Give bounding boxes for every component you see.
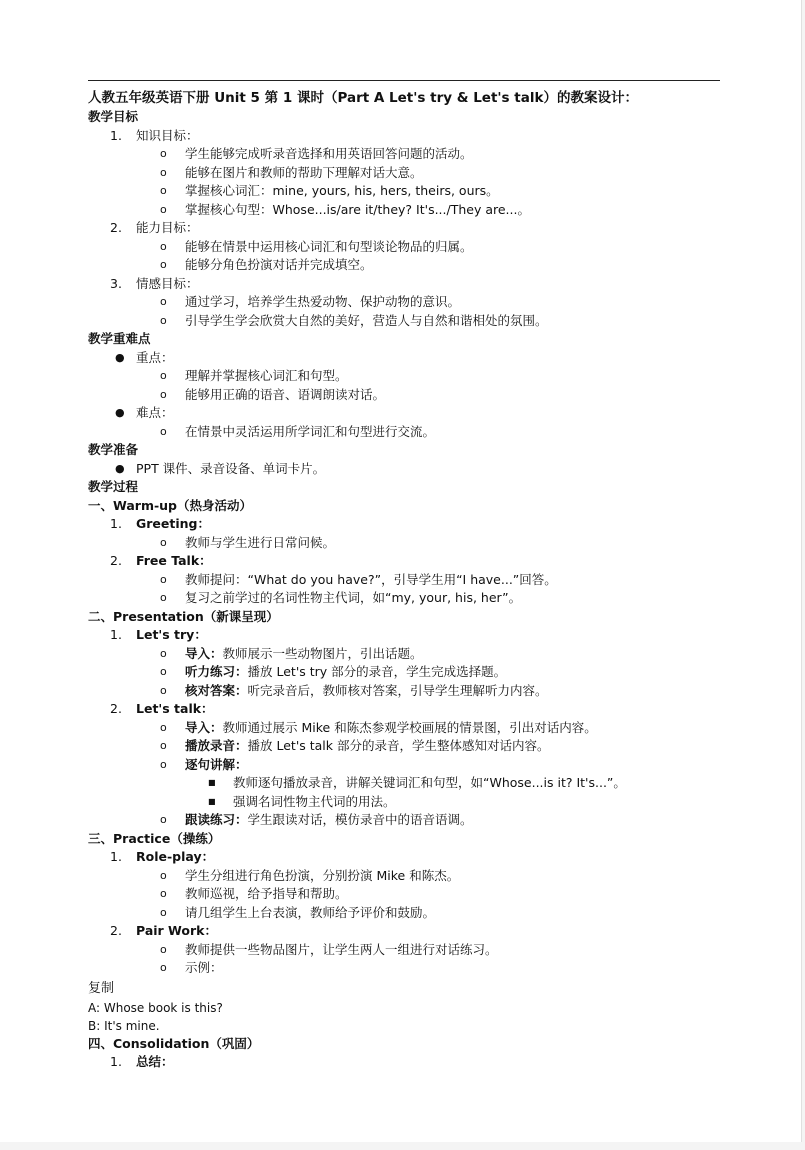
circle-bullet-icon: o	[160, 665, 167, 678]
dialog-line: A: Whose book is this?	[88, 1000, 223, 1015]
document-body	[88, 88, 728, 1072]
list-item	[88, 256, 728, 275]
disc-bullet-icon: ●	[115, 406, 125, 419]
list-item	[88, 682, 728, 701]
list-bold-label: 导入：	[185, 719, 223, 735]
circle-bullet-icon: o	[160, 572, 167, 586]
dialog-line: B: It's mine.	[88, 1018, 160, 1033]
list-item	[88, 1053, 728, 1072]
circle-bullet-icon: o	[160, 535, 167, 549]
section-heading-process: 教学过程	[88, 479, 139, 494]
list-item	[88, 589, 728, 608]
list-item	[88, 552, 728, 571]
circle-bullet-icon: o	[160, 757, 167, 771]
list-item	[88, 404, 728, 423]
list-item	[88, 312, 728, 331]
list-label: Pair Work：	[136, 923, 217, 938]
list-bold-label: 听力练习：	[185, 664, 248, 679]
list-text: 能够在图片和教师的帮助下理解对话大意。	[185, 164, 423, 180]
list-bold-label: 核对答案：	[185, 682, 248, 698]
circle-bullet-icon: o	[160, 239, 167, 253]
list-item	[88, 645, 728, 664]
list-item	[88, 201, 728, 220]
square-bullet-icon: ■	[208, 796, 216, 806]
list-item	[88, 848, 728, 867]
list-item	[88, 737, 728, 756]
list-item	[88, 904, 728, 923]
list-item	[88, 663, 728, 682]
list-bold-label: 播放录音：	[185, 738, 248, 753]
circle-bullet-icon: o	[160, 868, 167, 882]
list-text: 能够在情景中运用核心词汇和句型谈论物品的归属。	[185, 238, 473, 254]
list-item	[88, 127, 728, 146]
list-text: 学生能够完成听录音选择和用英语回答问题的活动。	[185, 146, 473, 161]
circle-bullet-icon: o	[160, 165, 167, 179]
header-rule	[88, 80, 720, 81]
list-text: 能够分角色扮演对话并完成填空。	[185, 257, 373, 272]
section-heading-key-points: 教学重难点	[88, 331, 151, 346]
list-item	[88, 182, 728, 201]
list-label: Role-play：	[136, 849, 215, 864]
list-item	[88, 793, 728, 812]
list-text: PPT 课件、录音设备、单词卡片。	[136, 460, 326, 476]
list-text: 能够用正确的语音、语调朗读对话。	[185, 386, 386, 402]
phase-heading: 三、Practice（操练）	[88, 830, 221, 846]
list-text: 引导学生学会欣赏大自然的美好，营造人与自然和谐相处的氛围。	[185, 312, 548, 328]
list-number: 3.	[110, 275, 122, 291]
list-text: 在情景中灵活运用所学词汇和句型进行交流。	[185, 423, 436, 439]
list-item	[88, 700, 728, 719]
list-number: 2.	[110, 923, 122, 938]
list-text: 听完录音后，教师核对答案，引导学生理解听力内容。	[247, 682, 548, 698]
circle-bullet-icon: o	[160, 313, 167, 327]
list-item	[88, 145, 728, 164]
list-item	[88, 515, 728, 534]
list-text: 掌握核心词汇：mine, yours, his, hers, theirs, ours。	[185, 183, 499, 198]
phase-heading: 一、Warm-up（热身活动）	[88, 497, 253, 513]
circle-bullet-icon: o	[160, 202, 167, 216]
list-text: 教师通过展示 Mike 和陈杰参观学校画展的情景图，引出对话内容。	[222, 719, 597, 735]
list-item	[88, 626, 728, 645]
list-bold-label: 逐句讲解：	[185, 756, 248, 772]
circle-bullet-icon: o	[160, 591, 167, 604]
list-text: 教师提问：“What do you have?”，引导学生用“I have...”回答。	[185, 571, 557, 587]
list-text: 学生跟读对话，模仿录音中的语音语调。	[247, 812, 473, 827]
list-item	[88, 460, 728, 479]
list-number: 1.	[110, 627, 122, 642]
list-item	[88, 293, 728, 312]
disc-bullet-icon: ●	[115, 461, 125, 475]
list-label: Let's talk：	[136, 701, 214, 716]
list-item	[88, 423, 728, 442]
list-number: 2.	[110, 553, 122, 568]
list-item	[88, 756, 728, 775]
phase-heading: 四、Consolidation（巩固）	[88, 1035, 260, 1051]
list-item	[88, 811, 728, 830]
circle-bullet-icon: o	[160, 424, 167, 438]
section-heading-preparation: 教学准备	[88, 442, 139, 457]
list-item	[88, 534, 728, 553]
circle-bullet-icon: o	[160, 184, 167, 197]
copy-label[interactable]: 复制	[88, 980, 115, 996]
list-number: 1.	[110, 849, 122, 864]
list-text: 理解并掌握核心词汇和句型。	[185, 368, 348, 383]
list-label: 能力目标：	[136, 220, 199, 235]
list-item	[88, 774, 728, 793]
list-number: 2.	[110, 220, 122, 235]
list-label: Greeting：	[136, 516, 210, 531]
list-text: 教师展示一些动物图片，引出话题。	[222, 645, 423, 661]
list-text: 播放 Let's talk 部分的录音，学生整体感知对话内容。	[247, 738, 550, 753]
list-label: 情感目标：	[136, 275, 199, 291]
list-number: 1.	[110, 1054, 122, 1069]
list-text: 教师逐句播放录音，讲解关键词汇和句型，如“Whose...is it? It's...”。	[233, 775, 626, 790]
circle-bullet-icon: o	[160, 369, 167, 382]
list-item	[88, 164, 728, 183]
list-text: 播放 Let's try 部分的录音，学生完成选择题。	[247, 664, 507, 679]
section-heading-objectives: 教学目标	[88, 109, 139, 124]
list-item	[88, 349, 728, 368]
list-item	[88, 571, 728, 590]
list-text: 通过学习，培养学生热爱动物、保护动物的意识。	[185, 294, 461, 309]
list-label: Let's try：	[136, 627, 207, 642]
list-item	[88, 922, 728, 941]
list-text: 请几组学生上台表演，教师给予评价和鼓励。	[185, 904, 436, 920]
list-item	[88, 959, 728, 978]
list-item	[88, 367, 728, 386]
list-item	[88, 219, 728, 238]
circle-bullet-icon: o	[160, 905, 167, 919]
list-text: 复习之前学过的名词性物主代词，如“my, your, his, her”。	[185, 590, 522, 605]
circle-bullet-icon: o	[160, 387, 167, 401]
list-number: 1.	[110, 516, 122, 531]
circle-bullet-icon: o	[160, 813, 167, 826]
list-label: Free Talk：	[136, 553, 212, 568]
list-item	[88, 275, 728, 294]
list-item	[88, 238, 728, 257]
list-text: 学生分组进行角色扮演，分别扮演 Mike 和陈杰。	[185, 867, 460, 883]
disc-bullet-icon: ●	[115, 350, 125, 364]
circle-bullet-icon: o	[160, 942, 167, 956]
circle-bullet-icon: o	[160, 720, 167, 734]
circle-bullet-icon: o	[160, 258, 167, 271]
square-bullet-icon: ■	[208, 778, 216, 787]
circle-bullet-icon: o	[160, 295, 167, 308]
circle-bullet-icon: o	[160, 646, 167, 660]
list-number: 1.	[110, 127, 122, 143]
list-text: 教师与学生进行日常问候。	[185, 534, 336, 550]
list-bold-label: 导入：	[185, 645, 223, 661]
list-item	[88, 885, 728, 904]
list-number: 2.	[110, 701, 122, 716]
list-text: 教师提供一些物品图片，让学生两人一组进行对话练习。	[185, 941, 498, 957]
list-item	[88, 719, 728, 738]
circle-bullet-icon: o	[160, 887, 167, 900]
list-bold-label: 跟读练习：	[185, 812, 248, 827]
circle-bullet-icon: o	[160, 683, 167, 697]
phase-heading: 二、Presentation（新课呈现）	[88, 608, 279, 624]
list-item	[88, 386, 728, 405]
list-text: 教师巡视，给予指导和帮助。	[185, 886, 348, 901]
list-item	[88, 941, 728, 960]
list-label: 重点：	[136, 349, 174, 365]
circle-bullet-icon: o	[160, 961, 167, 974]
circle-bullet-icon: o	[160, 739, 167, 752]
list-text: 强调名词性物主代词的用法。	[233, 793, 396, 809]
circle-bullet-icon: o	[160, 147, 167, 160]
list-label: 总结：	[136, 1054, 174, 1069]
list-text: 掌握核心句型：Whose...is/are it/they? It's.../They are...。	[185, 201, 530, 217]
document-title: 人教五年级英语下册 Unit 5 第 1 课时（Part A Let's try & Let's talk）的教案设计：	[88, 90, 638, 106]
list-label: 知识目标：	[136, 127, 199, 143]
list-label: 难点：	[136, 405, 174, 420]
list-text: 示例：	[185, 960, 223, 975]
list-item	[88, 867, 728, 886]
